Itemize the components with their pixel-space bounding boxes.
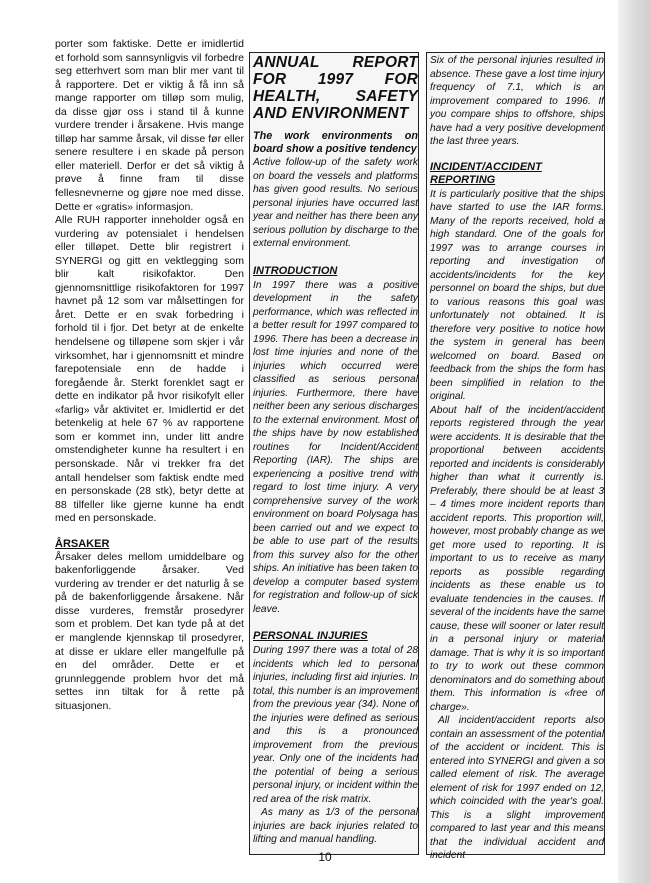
incident-reporting-paragraph-1: It is particularly positive that the ships have started to use the IAR forms. Many of the reports received, hold a high standard. One of the goals for 1997 was to arrange courses in reporting and investigation of accidents/incidents for the key personnel on board the ships, but due to various reasons this goal was unfortunately not obtained. It is therefore very positive to notice how the system in general has been welcomed on board. Based on feedback from the ships the form has been simplified in relation to the original. <box>430 188 604 402</box>
norwegian-paragraph-3: Årsaker deles mellom umiddelbare og bakenforliggende årsaker. Ved vurdering av trender er det naturlig å se på de bakenforliggende årsakene. Når disse vurderes, fremstår prosedyrer som et problem. Det kan tyde på at det er manglende kjennskap til prosedyrer, at disse er uklare eller mangelfulle på en del områder. Dette er et grunnleggende problem hvor det må settes inn tiltak for å rette på situasjonen. <box>55 550 244 712</box>
lost-time-paragraph: Six of the personal injuries resulted in absence. These gave a lost time injury frequency of 7.1, which is an improvement compared to 1996. If you compare ships to offshore, ships have had a very positive development the last three years. <box>430 55 604 147</box>
incident-reporting-paragraph-2: About half of the incident/accident reports registered through the year were accidents. It is desirable that the proportional between accidents reported and incidents is considerably higher than what it currently is. Preferably, there should be at least 3 – 4 times more incident reports than accident reports. This proportion will, however, most probably change as we get more used to reporting. It is important to us to receive as many reports as possible regarding incidents as these enable us to evaluate tendencies in the causes. If several of the incidents have the same cause, these will sooner or later result in a personal injury or material damage. That is why it is so important to try to work out these common denominators and do something about them. This information is «free of charge». <box>430 404 604 713</box>
introduction-heading: INTRODUCTION <box>253 264 338 277</box>
report-title: ANNUAL REPORT FOR 1997 FOR HEALTH, SAFETY AND ENVIRONMENT <box>253 54 418 122</box>
norwegian-paragraph-1: porter som faktiske. Dette er imidlertid et forhold som sannsynligvis vil forbedre seg etterhvert som man blir mer vant til å rapportere. Det er viktig å få inn så mange rapporter om tilløp som mulig, da disse gjør oss i stand til å kunne vurdere trender i årsakene. Hvis mange tilløp har samme årsak, vil disse før eller senere resultere i en skade på person eller materiell. Derfor er det så viktig å prøve å finne fram til disse fellesnevnerne og gjøre noe med disse. Dette er «gratis» informasjon. <box>55 38 244 213</box>
page-number: 10 <box>318 850 332 864</box>
arsaker-heading: ÅRSAKER <box>55 537 110 550</box>
english-column-right <box>430 54 604 863</box>
personal-injuries-paragraph-1: During 1997 there was a total of 28 incidents which led to personal injuries, including first aid injuries. In total, this number is an improvement from the previous year (34). None of the injuries were defined as serious and this is a pronounced improvement from the previous year. Only one of the incidents had the potential of being a serious personal injury, or incident within the red area of the risk matrix. <box>253 645 418 805</box>
incident-reporting-paragraph-3: All incident/accident reports also contain an assessment of the potential of the accident or incident. This is entered into SYNERGI and given a so called element of risk. The average element of risk for 1997 ended on 12, which coincided with the year's goal. This is a slight improvement compared to last year and this means that the individual accident and incident <box>430 715 604 861</box>
norwegian-paragraph-2: Alle RUH rapporter inneholder også en vurdering av potensialet i hendelsen eller tilløpet. Dette blir registrert i SYNERGI og gitt en vektlegging som blir kalt risikofaktor. Den gjennomsnittlige risikofaktoren for 1997 havnet på 12 som var målsettingen for året. Dette er en svak forbedring i forhold til i fjor. Det betyr at de enkelte hendelsene og tilløpene som skjer i vår virksomhet, har i gjennomsnitt et mindre farepotensiale enn de hadde i foregående år. Sterkt forenklet sagt er dette en indikator på hvor risikofylt eller «farlig» vår aktivitet er. Imidlertid er det betenkelig at hele 67 % av rapportene som er kommet inn, under litt andre omstendigheter kunne ha resultert i en personskade. Når vi trekker fra det antall hendelser som faktisk endte med en personskade (28 stk), betyr dette at 88 tilfeller like gjerne kunne ha endt med en personskade. <box>55 214 244 525</box>
intro-paragraph: Active follow-up of the safety work on board the vessels and platforms has given good results. No serious personal injuries have occurred last year and neither has there been any serious pollution by discharge to the external environment. <box>253 157 418 249</box>
introduction-paragraph: In 1997 there was a positive development in the safety performance, which was reflected in a better result for 1997 compared to 1996. There has been a decrease in lost time injuries and none of the injuries which occurred were classified as serious personal injuries. Furthermore, there have neither been any serious discharges to the external environment. Most of the ships have by now established routines for Incident/Accident Reporting (IAR). The ships are experiencing a positive trend with regard to lost time injury. A very comprehensive survey of the work environment on board Polysaga has been carried out and we expect to be able to use part of the results from this survey also for the other ships. An initiative has been taken to develop a computer based system for registration and follow-up of sick leave. <box>253 279 418 615</box>
personal-injuries-heading: PERSONAL INJURIES <box>253 630 368 642</box>
norwegian-column <box>55 38 244 713</box>
personal-injuries-paragraph-2: As many as 1/3 of the personal injuries are back injuries related to lifting and manual handling. <box>253 807 418 845</box>
report-subtitle: The work environments on board show a positive tendency <box>253 130 418 155</box>
incident-reporting-heading: INCIDENT/ACCIDENT REPORTING <box>430 160 542 186</box>
page-edge-shadow <box>618 0 650 883</box>
english-column-middle <box>253 54 418 847</box>
